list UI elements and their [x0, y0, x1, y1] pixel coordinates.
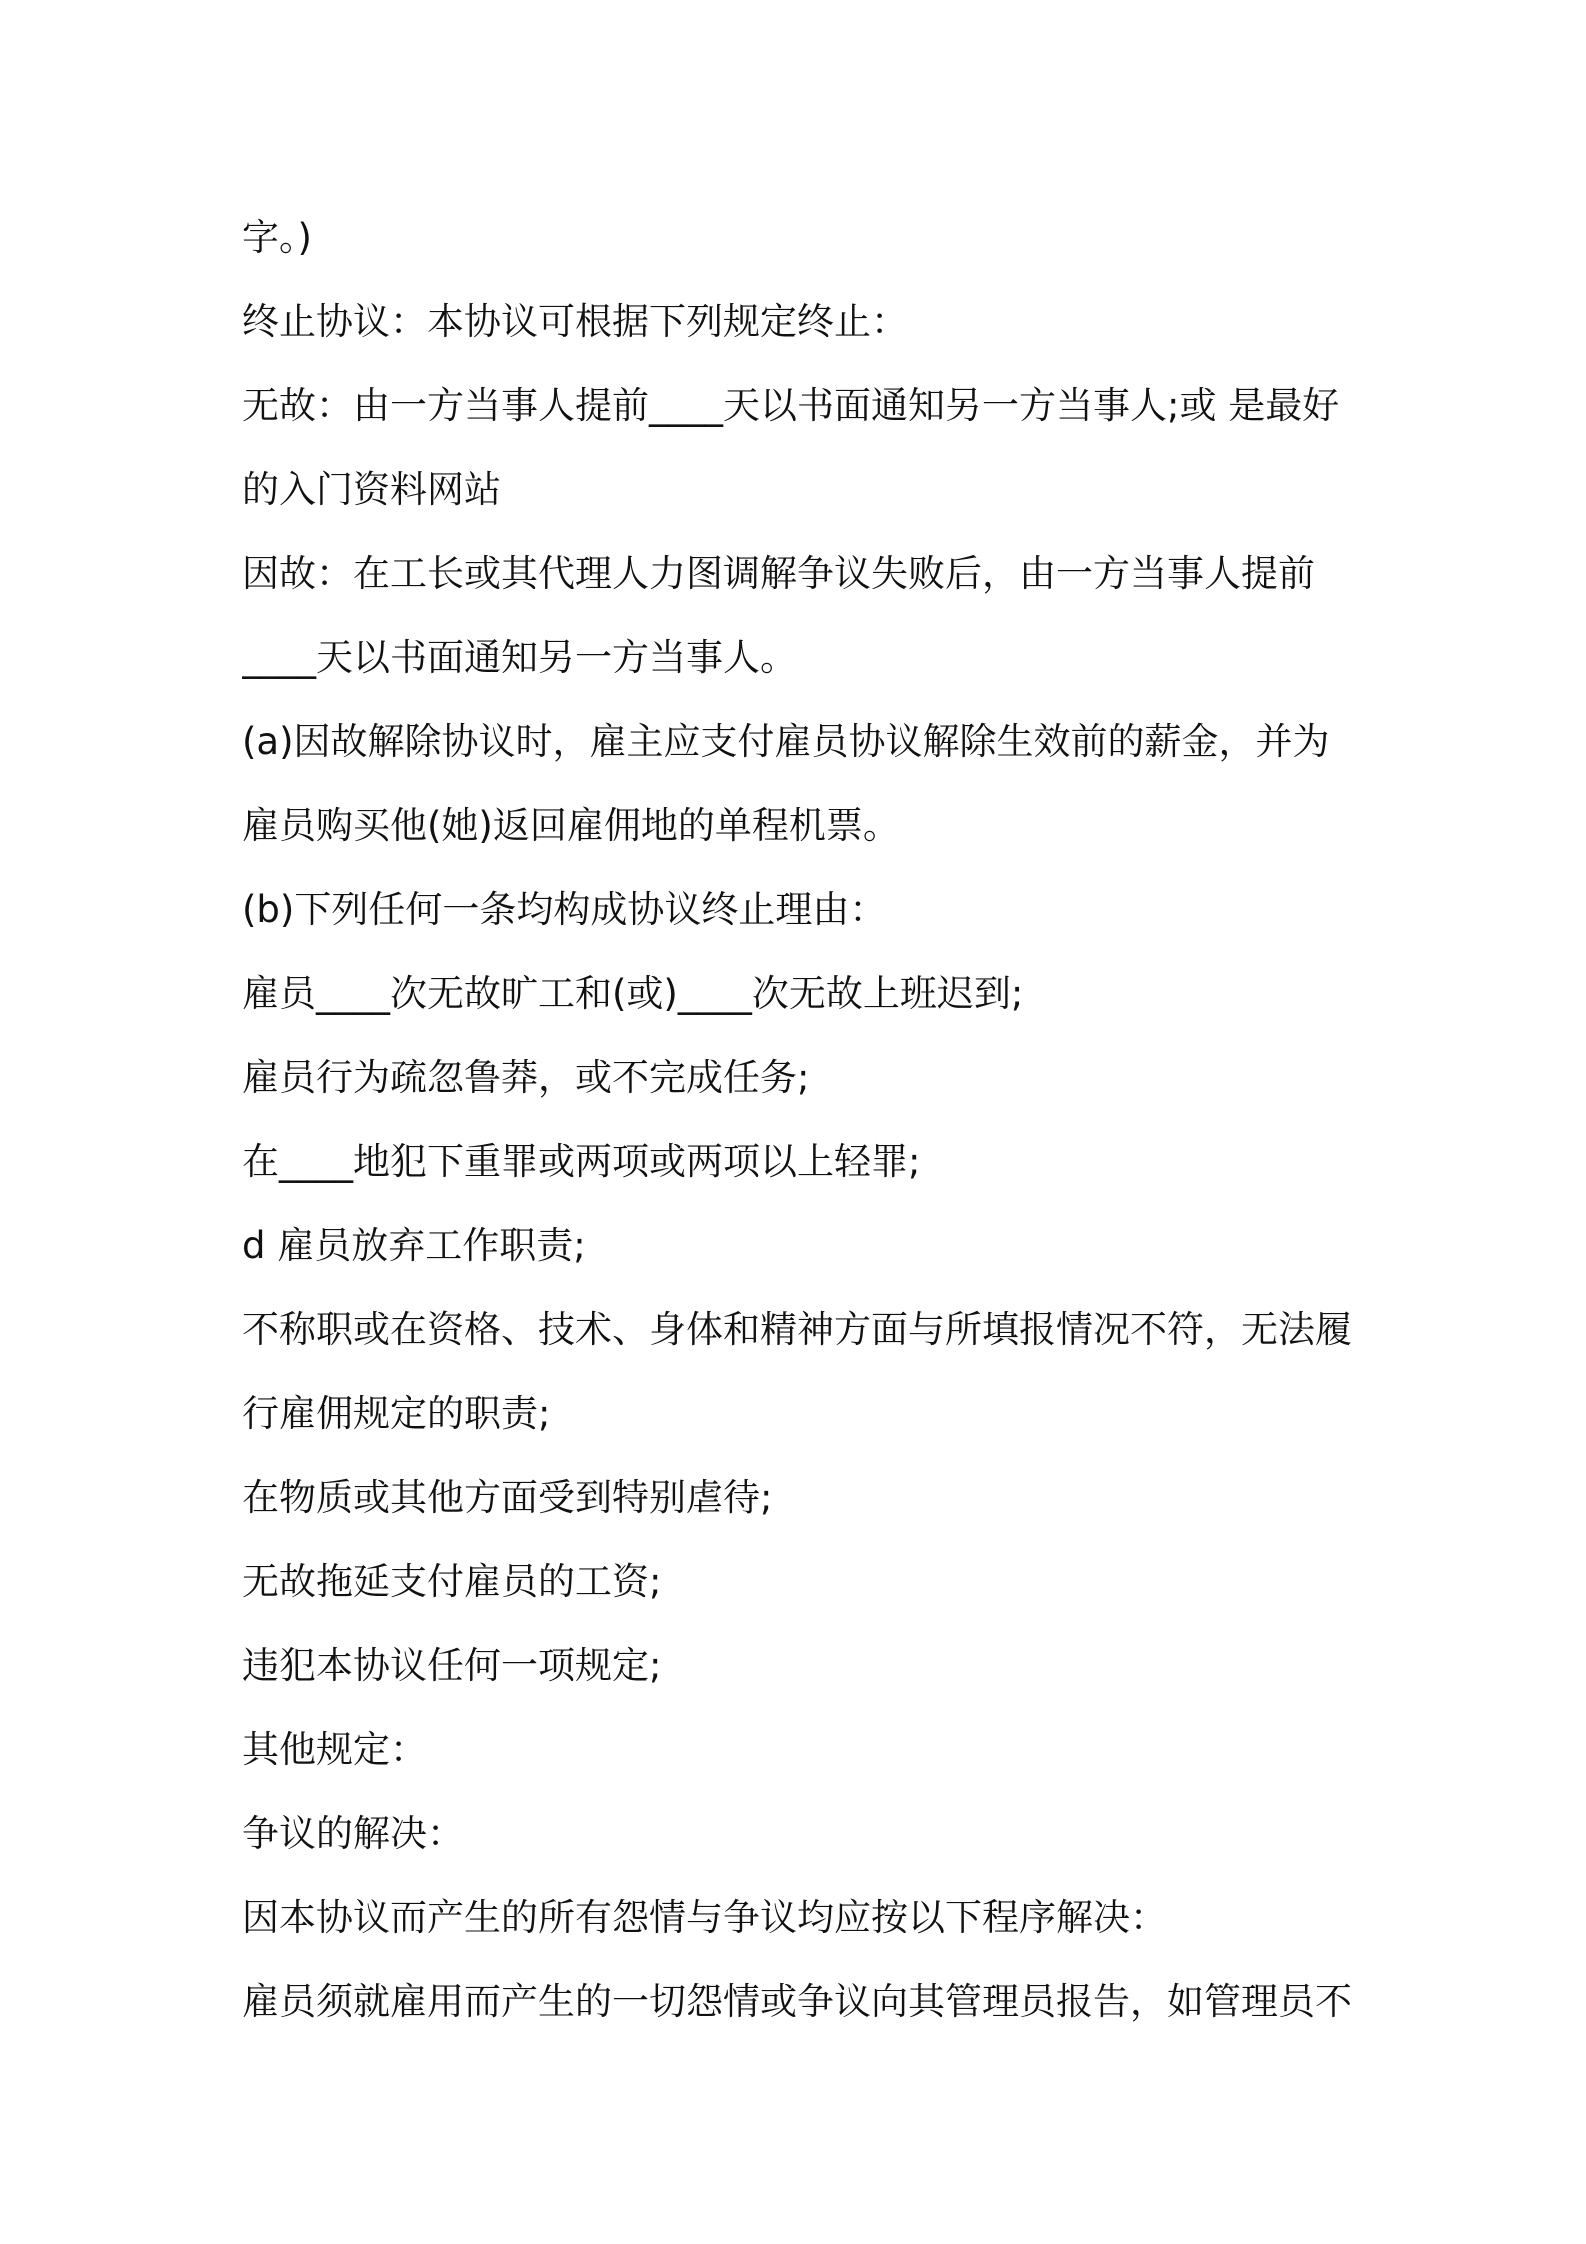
text-line: 违犯本协议任何一项规定; — [242, 1644, 662, 1687]
text-line: 字。) — [242, 216, 312, 259]
text-line: ____天以书面通知另一方当事人。 — [242, 636, 797, 679]
text-line: 无故：由一方当事人提前____天以书面通知另一方当事人;或 是最好 — [242, 384, 1340, 427]
text-line: 无故拖延支付雇员的工资; — [242, 1560, 662, 1603]
document-body — [242, 196, 1362, 2044]
text-line: d 雇员放弃工作职责; — [242, 1224, 586, 1267]
text-line: 因故：在工长或其代理人力图调解争议失败后，由一方当事人提前 — [242, 552, 1315, 595]
text-line: 争议的解决： — [242, 1812, 464, 1855]
text-line: (a)因故解除协议时，雇主应支付雇员协议解除生效前的薪金，并为 — [242, 720, 1330, 763]
text-line: 雇员购买他(她)返回雇佣地的单程机票。 — [242, 804, 900, 847]
text-line: 因本协议而产生的所有怨情与争议均应按以下程序解决： — [242, 1896, 1167, 1939]
text-line: 在物质或其他方面受到特别虐待; — [242, 1476, 773, 1519]
text-line: 的入门资料网站 — [242, 468, 501, 511]
text-line: (b)下列任何一条均构成协议终止理由： — [242, 888, 887, 931]
text-line: 在____地犯下重罪或两项或两项以上轻罪; — [242, 1140, 921, 1183]
text-line: 雇员须就雇用而产生的一切怨情或争议向其管理员报告，如管理员不 — [242, 1980, 1352, 2023]
text-line: 终止协议：本协议可根据下列规定终止： — [242, 300, 908, 343]
text-line: 雇员____次无故旷工和(或)____次无故上班迟到; — [242, 972, 1024, 1015]
text-line: 不称职或在资格、技术、身体和精神方面与所填报情况不符，无法履 — [242, 1308, 1352, 1351]
text-line: 其他规定： — [242, 1728, 427, 1771]
text-line: 雇员行为疏忽鲁莽，或不完成任务; — [242, 1056, 810, 1099]
text-line: 行雇佣规定的职责; — [242, 1392, 551, 1435]
